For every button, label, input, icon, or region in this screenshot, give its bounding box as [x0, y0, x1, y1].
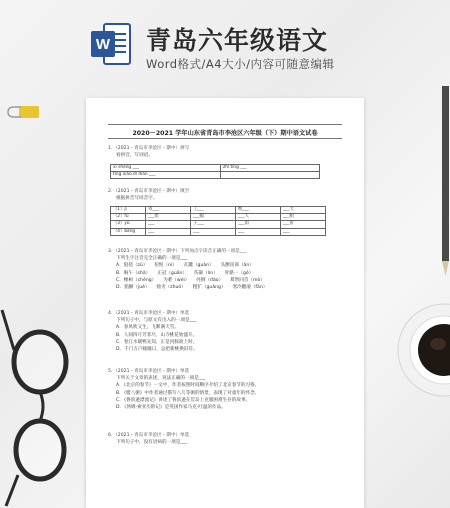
- question-2: [108, 188, 344, 202]
- option-c: C．橡树（chéng） 为难（wéi） 亮倒（dǎo） 蓦然回首（mò）: [116, 277, 265, 283]
- question-source: 4．（2021・青岛市李沧区・期中）单选: [108, 311, 190, 316]
- question-prompt: 下列句子中，与原文有出入的一项是___: [116, 318, 197, 324]
- question-prompt: 下列关于文章的表述，说法正确的一项是___: [116, 376, 206, 382]
- banner-subtitle: Word格式/A4大小/内容可随意编辑: [146, 57, 335, 71]
- table-cell: ___幅: [191, 214, 236, 221]
- table-cell: （2）fú: [111, 214, 146, 221]
- table-cell: ___天: [281, 207, 326, 214]
- question-6: [108, 432, 344, 446]
- table-cell: （3）yǔ: [111, 221, 146, 228]
- binder-clip-icon: [6, 104, 40, 120]
- table-cell: 继___: [236, 207, 281, 214]
- table-cell: ___: [191, 228, 236, 235]
- table-cell: zhì tǐng ___: [221, 165, 320, 172]
- question-source: 5．（2021・青岛市李沧区・期中）单选: [108, 369, 190, 374]
- table-row: [111, 214, 326, 221]
- pinyin-table: [110, 164, 320, 179]
- title-rule: [108, 138, 342, 139]
- table-row: [111, 172, 320, 179]
- question-prompt: 下列句子中，没有语病的一项是___: [116, 440, 188, 446]
- question-source: 3．（2021・青岛市李沧区・期中）下列加点字读音正确的一项是___: [108, 249, 247, 254]
- option-b: B．晌午（shǎ） 正冠（guān） 伤凝（lín） 骨骼一（gé）: [116, 270, 254, 276]
- table-row: [111, 207, 326, 214]
- banner: [0, 0, 450, 80]
- question-4: [108, 310, 344, 353]
- table-cell: ___雨: [236, 221, 281, 228]
- table-row: [111, 228, 326, 235]
- table-cell: ___错: [146, 214, 191, 221]
- word-logo-letter: W: [95, 36, 111, 53]
- table-cell: ___宙: [281, 221, 326, 228]
- table-cell: （1）jì: [111, 207, 146, 214]
- table-cell: ___: [146, 228, 191, 235]
- table-cell: （4）bǎng: [111, 228, 146, 235]
- coffee-cup-icon: [394, 300, 450, 400]
- option-c: C．春江水暖鸭先知，正是河豚欲上时。: [116, 339, 198, 345]
- table-cell: tǐng xiǎo dì diàn ___: [111, 172, 221, 179]
- document-page: [86, 98, 364, 508]
- table-cell: xī shēng ___: [111, 165, 221, 172]
- word-document-icon: [90, 22, 132, 66]
- homophone-table: [110, 206, 326, 236]
- table-row: [111, 165, 320, 172]
- question-1: [108, 145, 344, 159]
- table-cell: 工___: [191, 207, 236, 214]
- option-c: C．《鲁滨逊漂流记》讲述了鲁滨逊在荒岛上克服困难生存的故事。: [116, 397, 251, 403]
- question-source: 1．（2021・青岛市李沧区・期中）拼写: [108, 146, 190, 151]
- table-row: [111, 221, 326, 228]
- table-cell: 子___: [191, 221, 236, 228]
- question-prompt: 下列生字注音完全正确的一项是___: [116, 256, 188, 262]
- document-title: 2020－2021 学年山东省青岛市李沧区六年级（下）期中语文试卷: [132, 130, 318, 137]
- option-a: A．《北京的春节》一文中，作者按照时间顺序介绍了北京春节的习俗。: [116, 383, 260, 389]
- question-prompt: 看拼音，写词语。: [116, 153, 153, 159]
- option-b: B．人间四月芳菲尽，山寺桃花始盛开。: [116, 332, 198, 338]
- option-d: D．千门万户曈曈日，总把新桃换旧符。: [116, 347, 198, 353]
- option-d: D．猖獗（jué） 拙劣（zhuó） 粗犷（guǎng） 寒冷翻滚（fān）: [116, 285, 268, 291]
- table-cell: [221, 172, 320, 179]
- banner-title: 青岛六年级语文: [146, 26, 329, 55]
- question-prompt: 根据拼音写同音字。: [116, 196, 158, 202]
- question-source: 6．（2021・青岛市李沧区・期中）单选: [108, 433, 190, 438]
- question-3: [108, 248, 344, 291]
- option-a: A．阻挠（zǔ） 扭怩（ní） 瓦罐（guàn） 头颤顶部（ǎn）: [116, 263, 254, 269]
- table-cell: 寄___: [146, 207, 191, 214]
- option-d: D．《汤姆·索亚历险记》是英国作家马克·吐温的作品。: [116, 405, 226, 411]
- glasses-icon: [0, 300, 82, 508]
- table-cell: ___帽: [281, 214, 326, 221]
- table-cell: ___: [236, 228, 281, 235]
- question-5: [108, 368, 344, 411]
- table-cell: ___人: [236, 214, 281, 221]
- table-cell: ___: [281, 228, 326, 235]
- header-rule: [108, 124, 342, 125]
- option-a: A．春风吹又生，飞絮满天雪。: [116, 325, 179, 331]
- option-b: B．《腊八粥》中作者通过描写八儿等粥的情景，表现了对童年的怀念。: [116, 390, 260, 396]
- pencil-icon: [436, 86, 450, 276]
- table-cell: ___: [146, 221, 191, 228]
- question-source: 2．（2021・青岛市李沧区・期中）填空: [108, 189, 190, 194]
